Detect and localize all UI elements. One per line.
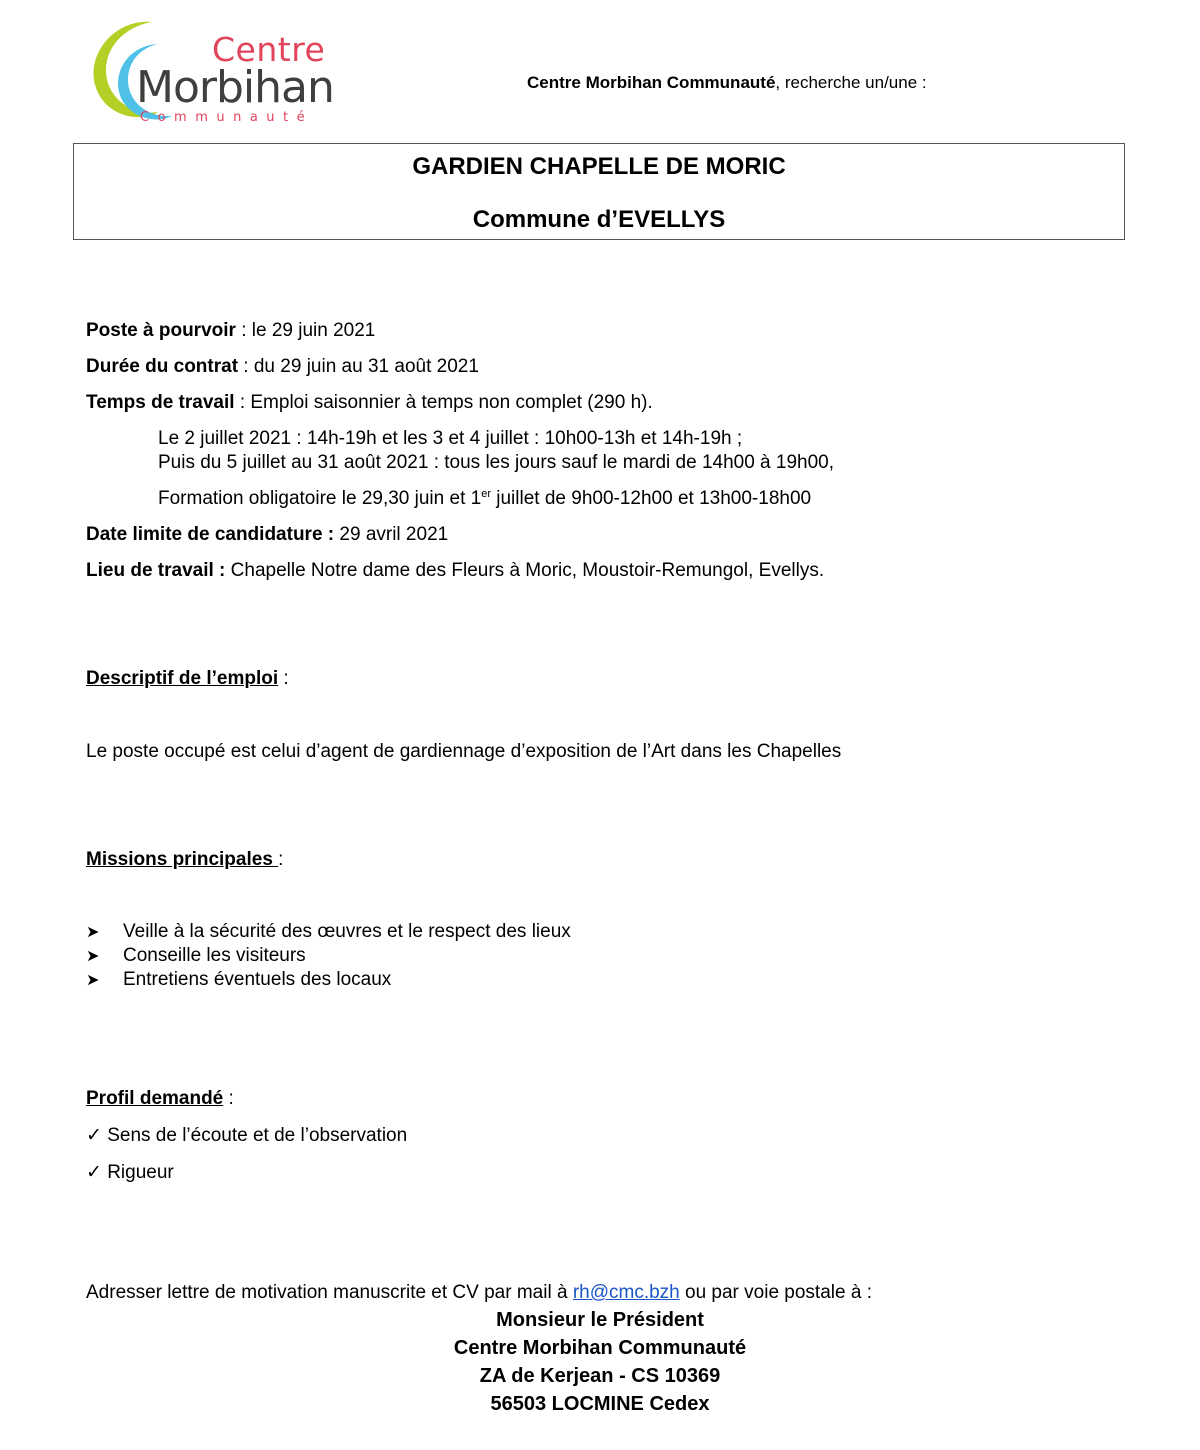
contact-text-a: Adresser lettre de motivation manuscrite et CV par mail à xyxy=(86,1282,573,1303)
missions-heading: Missions principales xyxy=(86,849,279,870)
logo-communaute-text: Communauté xyxy=(140,110,314,125)
checkmark-icon: ✓ xyxy=(86,1125,102,1146)
header-suffix: , recherche un/une : xyxy=(775,73,927,92)
logo xyxy=(80,16,334,128)
arrowhead-bullet-icon: ➤ xyxy=(86,972,100,989)
temps-label: Temps de travail xyxy=(86,392,235,413)
lieu-line xyxy=(86,560,824,582)
checkmark-icon: ✓ xyxy=(86,1162,102,1183)
address-line-2: Centre Morbihan Communauté xyxy=(453,1337,747,1359)
missions-colon: : xyxy=(278,849,284,870)
duree-value: : du 29 juin au 31 août 2021 xyxy=(238,356,479,377)
logo-centre-text: Centre xyxy=(212,30,326,69)
lieu-label: Lieu de travail : xyxy=(86,560,226,581)
formation-sup: er xyxy=(481,488,491,500)
address-line-4: 56503 LOCMINE Cedex xyxy=(490,1393,710,1415)
temps-value: : Emploi saisonnier à temps non complet (290 h). xyxy=(234,392,653,413)
arrowhead-bullet-icon: ➤ xyxy=(86,924,100,941)
profil-item-1: Sens de l’écoute et de l’observation xyxy=(107,1125,408,1146)
address-line-1: Monsieur le Président xyxy=(496,1309,704,1331)
mission-item-1: Veille à la sécurité des œuvres et le respect des lieux xyxy=(123,921,571,942)
descriptif-colon: : xyxy=(278,668,289,689)
duree-label: Durée du contrat xyxy=(86,356,239,377)
list-item xyxy=(86,969,391,991)
temps-line xyxy=(86,392,653,414)
contact-text-b: ou par voie postale à : xyxy=(679,1282,872,1303)
address-line-3: ZA de Kerjean - CS 10369 xyxy=(479,1365,721,1387)
list-item xyxy=(86,1124,407,1147)
header-recruiting-line xyxy=(527,73,927,93)
formation-a: Formation obligatoire le 29,30 juin et 1 xyxy=(158,488,482,509)
header-org: Centre Morbihan Communauté xyxy=(527,73,776,92)
list-item xyxy=(86,945,306,967)
formation-line xyxy=(158,488,811,510)
job-title: GARDIEN CHAPELLE DE MORIC xyxy=(412,153,786,180)
title-box xyxy=(73,143,1125,240)
poste-label: Poste à pourvoir xyxy=(86,320,236,341)
lieu-value: Chapelle Notre dame des Fleurs à Moric, Moustoir-Remungol, Evellys. xyxy=(225,560,825,581)
descriptif-text: Le poste occupé est celui d’agent de gardiennage d’exposition de l’Art dans les Chapelles xyxy=(86,741,842,762)
duree-line xyxy=(86,356,479,378)
list-item xyxy=(86,921,571,943)
logo-morbihan-text: Morbihan xyxy=(136,62,334,113)
schedule-line-1: Le 2 juillet 2021 : 14h-19h et les 3 et 4 juillet : 10h00-13h et 14h-19h ; xyxy=(158,428,743,449)
profil-heading-line xyxy=(86,1088,234,1110)
list-item xyxy=(86,1161,174,1184)
commune-title: Commune d’EVELLYS xyxy=(472,206,726,233)
missions-heading-line xyxy=(86,849,283,871)
poste-value: : le 29 juin 2021 xyxy=(235,320,376,341)
poste-line xyxy=(86,320,375,342)
mission-item-2: Conseille les visiteurs xyxy=(123,945,306,966)
contact-line xyxy=(86,1282,872,1304)
date-value: 29 avril 2021 xyxy=(334,524,449,545)
descriptif-heading-line xyxy=(86,668,289,690)
profil-item-2: Rigueur xyxy=(107,1162,174,1183)
profil-heading: Profil demandé xyxy=(86,1088,224,1109)
schedule-line-2: Puis du 5 juillet au 31 août 2021 : tous les jours sauf le mardi de 14h00 à 19h00, xyxy=(158,452,835,473)
mission-item-3: Entretiens éventuels des locaux xyxy=(123,969,392,990)
profil-colon: : xyxy=(223,1088,234,1109)
descriptif-heading: Descriptif de l’emploi xyxy=(86,668,279,689)
email-link[interactable]: rh@cmc.bzh xyxy=(572,1282,680,1303)
formation-b: juillet de 9h00-12h00 et 13h00-18h00 xyxy=(490,488,812,509)
arrowhead-bullet-icon: ➤ xyxy=(86,948,100,965)
date-label: Date limite de candidature : xyxy=(86,524,335,545)
date-line xyxy=(86,524,448,546)
